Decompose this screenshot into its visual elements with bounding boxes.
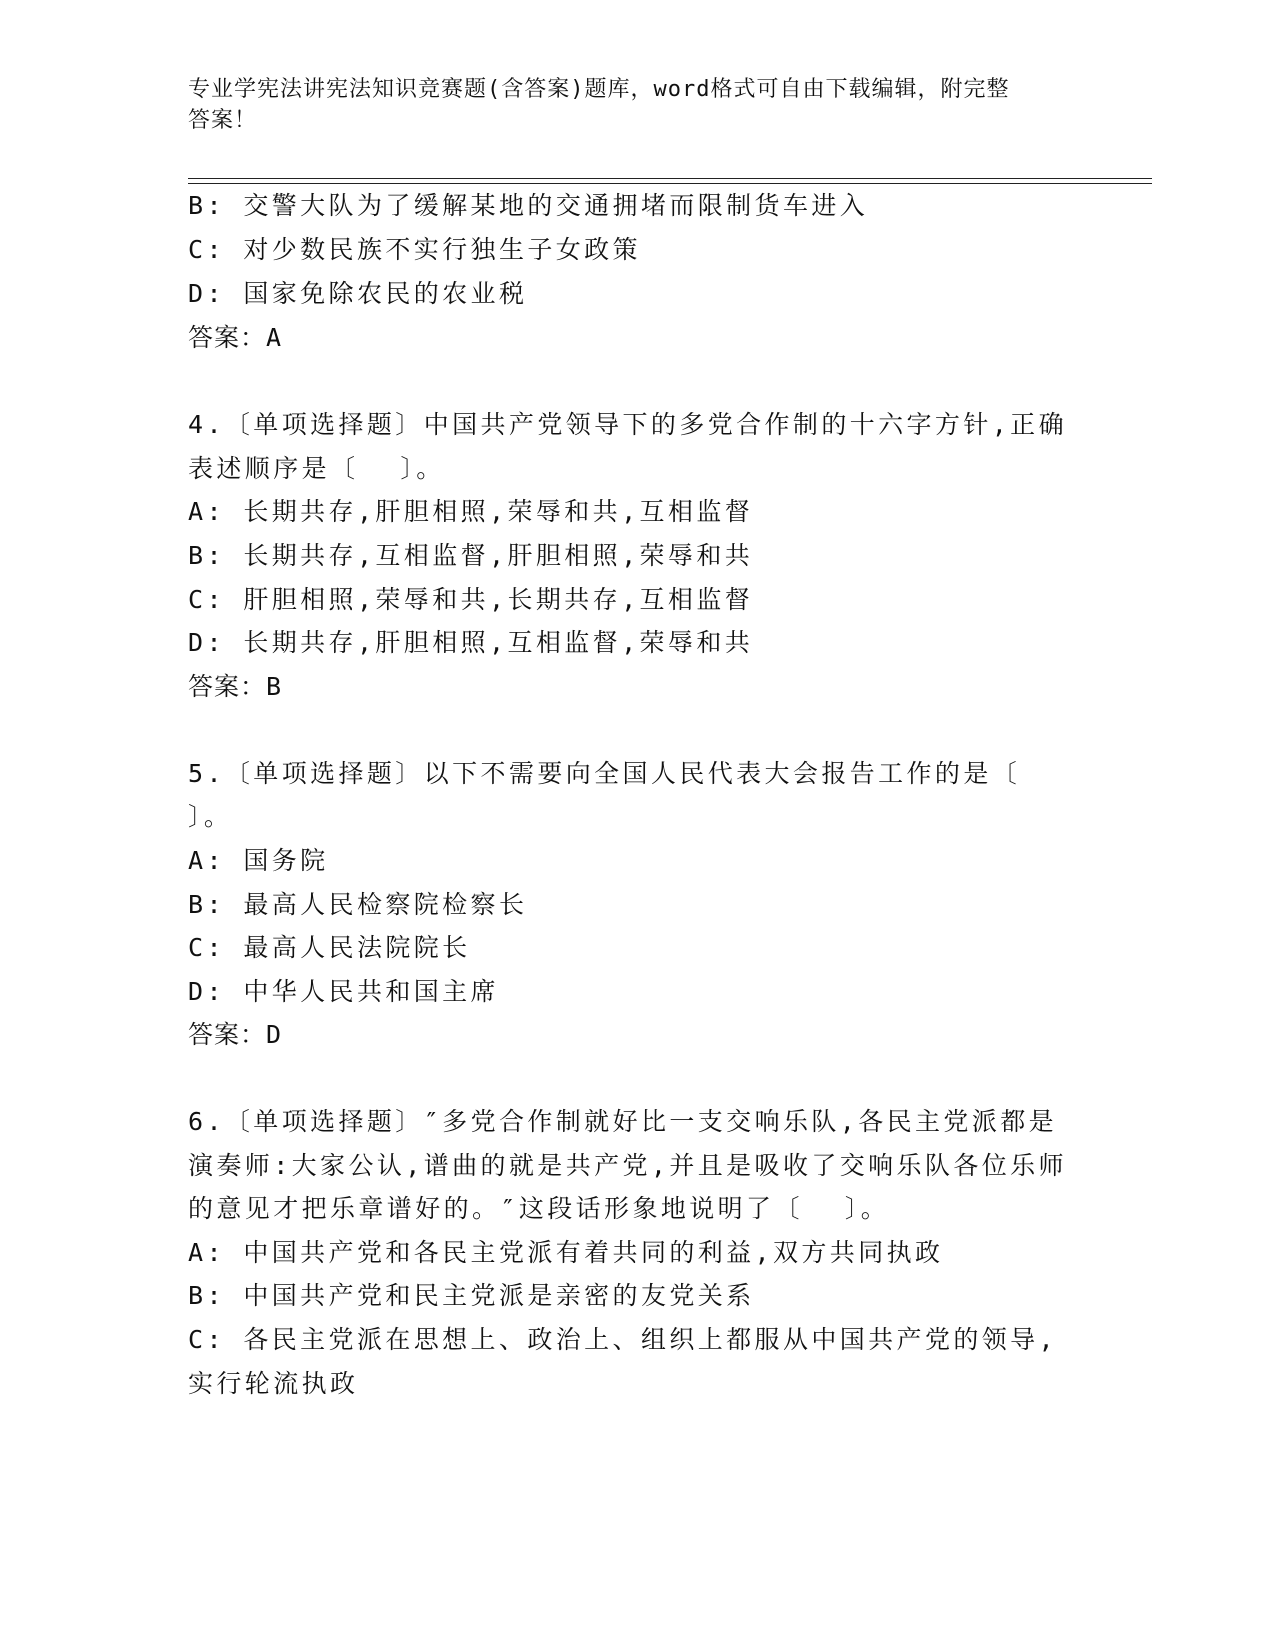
q6-option-a: A: 中国共产党和各民主党派有着共同的利益,双方共同执政 [188,1238,944,1267]
q4-option-b: B: 长期共存,互相监督,肝胆相照,荣辱和共 [188,541,754,570]
q3-option-d: D: 国家免除农民的农业税 [188,279,528,308]
q5-option-c: C: 最高人民法院院长 [188,933,471,962]
q4-option-a: A: 长期共存,肝胆相照,荣辱和共,互相监督 [188,497,754,526]
q3-option-b: B: 交警大队为了缓解某地的交通拥堵而限制货车进入 [188,191,869,220]
q6-stem-line-3: 的意见才把乐章谱好的。″这段话形象地说明了〔 〕。 [188,1194,890,1223]
q3-answer: 答案：A [188,323,283,352]
q5-stem-line-2: 〕。 [188,802,233,831]
header-rule-bottom [188,183,1152,184]
q5-option-a: A: 国务院 [188,846,329,875]
q4-stem-line-1: 4.〔单项选择题〕中国共产党领导下的多党合作制的十六字方针,正确 [188,410,1067,439]
q6-stem-line-1: 6.〔单项选择题〕″多党合作制就好比一支交响乐队,各民主党派都是 [188,1107,1058,1136]
q5-option-d: D: 中华人民共和国主席 [188,977,499,1006]
header-line-1: 专业学宪法讲宪法知识竞赛题(含答案)题库，word格式可自由下载编辑，附完整 [188,77,1010,102]
header-line-2: 答案！ [188,108,258,133]
q4-answer: 答案：B [188,672,283,701]
q4-option-d: D: 长期共存,肝胆相照,互相监督,荣辱和共 [188,628,754,657]
q6-option-b: B: 中国共产党和民主党派是亲密的友党关系 [188,1281,755,1310]
q6-stem-line-2: 演奏师:大家公认,谱曲的就是共产党,并且是吸收了交响乐队各位乐师 [188,1151,1067,1180]
q4-option-c: C: 肝胆相照,荣辱和共,长期共存,互相监督 [188,585,754,614]
q4-stem-line-2: 表述顺序是〔 〕。 [188,454,445,483]
page-header [188,74,1088,136]
q6-option-c-continued: 实行轮流执政 [188,1369,359,1398]
header-rule-top [188,178,1152,179]
q5-option-b: B: 最高人民检察院检察长 [188,890,528,919]
q6-option-c: C: 各民主党派在思想上、政治上、组织上都服从中国共产党的领导, [188,1325,1058,1354]
q5-answer: 答案：D [188,1020,283,1049]
q3-option-c: C: 对少数民族不实行独生子女政策 [188,235,641,264]
q5-stem-line-1: 5.〔单项选择题〕以下不需要向全国人民代表大会报告工作的是〔 [188,759,1021,788]
